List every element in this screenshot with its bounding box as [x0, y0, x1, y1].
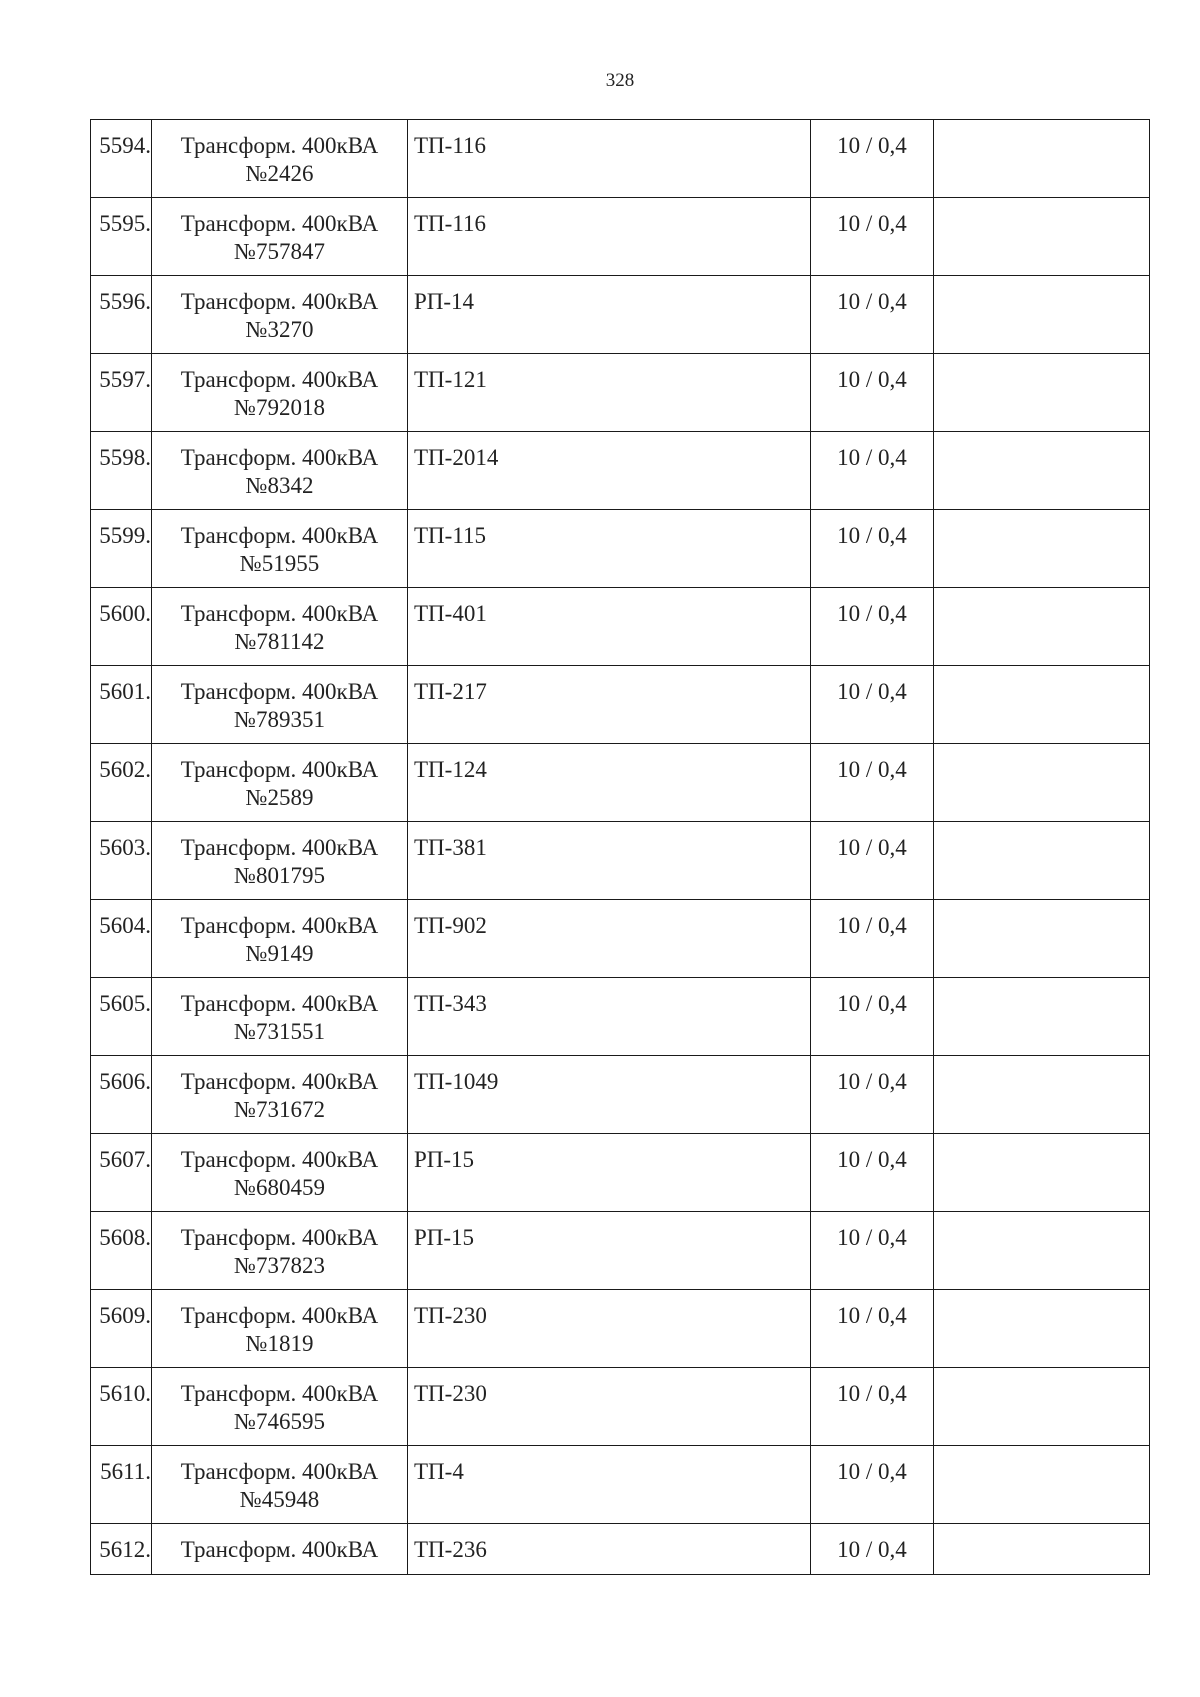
empty-cell	[934, 276, 1150, 354]
empty-cell	[934, 1212, 1150, 1290]
voltage-cell: 10 / 0,4	[811, 900, 934, 978]
table-row	[91, 666, 1150, 744]
row-number-cell: 5608.	[91, 1212, 152, 1290]
table-row	[91, 1290, 1150, 1368]
voltage-cell: 10 / 0,4	[811, 588, 934, 666]
equipment-name-cell	[152, 120, 408, 198]
empty-cell	[934, 1524, 1150, 1575]
equipment-name: Трансформ. 400кВА	[180, 1147, 379, 1172]
voltage-cell: 10 / 0,4	[811, 510, 934, 588]
table-row	[91, 510, 1150, 588]
row-number-cell: 5607.	[91, 1134, 152, 1212]
row-number-cell: 5597.	[91, 354, 152, 432]
equipment-serial: №8342	[245, 473, 314, 498]
table-row	[91, 1056, 1150, 1134]
empty-cell	[934, 978, 1150, 1056]
equipment-name: Трансформ. 400кВА	[180, 523, 379, 548]
voltage-cell: 10 / 0,4	[811, 1290, 934, 1368]
voltage-cell: 10 / 0,4	[811, 276, 934, 354]
substation-cell: РП-14	[408, 276, 811, 354]
equipment-name-cell	[152, 354, 408, 432]
table-body	[91, 120, 1150, 1575]
equipment-name: Трансформ. 400кВА	[180, 757, 379, 782]
substation-cell: ТП-217	[408, 666, 811, 744]
row-number-cell: 5609.	[91, 1290, 152, 1368]
equipment-name-cell	[152, 822, 408, 900]
equipment-name: Трансформ. 400кВА	[180, 601, 379, 626]
row-number-cell: 5606.	[91, 1056, 152, 1134]
empty-cell	[934, 900, 1150, 978]
voltage-cell: 10 / 0,4	[811, 198, 934, 276]
row-number-cell: 5598.	[91, 432, 152, 510]
table-row	[91, 276, 1150, 354]
substation-cell: ТП-124	[408, 744, 811, 822]
row-number-cell: 5596.	[91, 276, 152, 354]
equipment-name-cell	[152, 900, 408, 978]
substation-cell: ТП-381	[408, 822, 811, 900]
equipment-serial: №45948	[239, 1487, 320, 1512]
table-row	[91, 1524, 1150, 1575]
voltage-cell: 10 / 0,4	[811, 1446, 934, 1524]
table-row	[91, 1212, 1150, 1290]
row-number-cell: 5602.	[91, 744, 152, 822]
substation-cell: ТП-1049	[408, 1056, 811, 1134]
equipment-name-cell	[152, 1446, 408, 1524]
row-number-cell: 5604.	[91, 900, 152, 978]
voltage-cell: 10 / 0,4	[811, 1212, 934, 1290]
row-number-cell: 5611.	[91, 1446, 152, 1524]
equipment-serial: №680459	[234, 1175, 325, 1200]
substation-cell: ТП-343	[408, 978, 811, 1056]
equipment-name-cell	[152, 1056, 408, 1134]
equipment-name: Трансформ. 400кВА	[180, 679, 379, 704]
equipment-serial: №731551	[234, 1019, 325, 1044]
equipment-name: Трансформ. 400кВА	[180, 1303, 379, 1328]
equipment-serial: №746595	[234, 1409, 325, 1434]
equipment-name-cell	[152, 276, 408, 354]
equipment-serial: №781142	[234, 629, 325, 654]
empty-cell	[934, 822, 1150, 900]
page-number: 328	[605, 70, 635, 91]
equipment-serial: №792018	[234, 395, 325, 420]
equipment-name: Трансформ. 400кВА	[180, 1381, 379, 1406]
table-row	[91, 822, 1150, 900]
equipment-serial: №2426	[245, 161, 314, 186]
row-number-cell: 5595.	[91, 198, 152, 276]
equipment-name: Трансформ. 400кВА	[180, 835, 379, 860]
empty-cell	[934, 744, 1150, 822]
equipment-name-cell	[152, 1368, 408, 1446]
voltage-cell: 10 / 0,4	[811, 1524, 934, 1575]
empty-cell	[934, 120, 1150, 198]
equipment-name: Трансформ. 400кВА	[180, 1537, 379, 1562]
voltage-cell: 10 / 0,4	[811, 822, 934, 900]
empty-cell	[934, 510, 1150, 588]
equipment-name: Трансформ. 400кВА	[180, 211, 379, 236]
equipment-name-cell	[152, 1134, 408, 1212]
equipment-serial: №801795	[234, 863, 325, 888]
equipment-name-cell	[152, 198, 408, 276]
equipment-serial: №9149	[245, 941, 314, 966]
row-number-cell: 5601.	[91, 666, 152, 744]
equipment-name: Трансформ. 400кВА	[180, 1459, 379, 1484]
equipment-serial: №731672	[234, 1097, 325, 1122]
equipment-serial: №737823	[234, 1253, 325, 1278]
voltage-cell: 10 / 0,4	[811, 666, 934, 744]
equipment-name-cell	[152, 744, 408, 822]
voltage-cell: 10 / 0,4	[811, 120, 934, 198]
equipment-serial: №757847	[234, 239, 325, 264]
equipment-serial: №1819	[245, 1331, 314, 1356]
equipment-name: Трансформ. 400кВА	[180, 289, 379, 314]
substation-cell: ТП-2014	[408, 432, 811, 510]
voltage-cell: 10 / 0,4	[811, 1056, 934, 1134]
equipment-name: Трансформ. 400кВА	[180, 1069, 379, 1094]
equipment-name: Трансформ. 400кВА	[180, 445, 379, 470]
empty-cell	[934, 1368, 1150, 1446]
row-number-cell: 5599.	[91, 510, 152, 588]
substation-cell: ТП-4	[408, 1446, 811, 1524]
voltage-cell: 10 / 0,4	[811, 354, 934, 432]
row-number-cell: 5605.	[91, 978, 152, 1056]
substation-cell: ТП-230	[408, 1368, 811, 1446]
empty-cell	[934, 588, 1150, 666]
row-number-cell: 5603.	[91, 822, 152, 900]
table-row	[91, 354, 1150, 432]
empty-cell	[934, 198, 1150, 276]
equipment-name: Трансформ. 400кВА	[180, 367, 379, 392]
substation-cell: ТП-121	[408, 354, 811, 432]
equipment-serial: №51955	[239, 551, 320, 576]
table-row	[91, 1368, 1150, 1446]
substation-cell: ТП-902	[408, 900, 811, 978]
empty-cell	[934, 1134, 1150, 1212]
equipment-name-cell	[152, 1212, 408, 1290]
voltage-cell: 10 / 0,4	[811, 1368, 934, 1446]
empty-cell	[934, 1056, 1150, 1134]
equipment-name: Трансформ. 400кВА	[180, 133, 379, 158]
substation-cell: ТП-236	[408, 1524, 811, 1575]
voltage-cell: 10 / 0,4	[811, 432, 934, 510]
equipment-name-cell	[152, 588, 408, 666]
table-row	[91, 1446, 1150, 1524]
equipment-name: Трансформ. 400кВА	[180, 1225, 379, 1250]
empty-cell	[934, 432, 1150, 510]
equipment-table	[90, 119, 1150, 1575]
empty-cell	[934, 1446, 1150, 1524]
substation-cell: ТП-116	[408, 198, 811, 276]
substation-cell: ТП-230	[408, 1290, 811, 1368]
table-row	[91, 1134, 1150, 1212]
equipment-name-cell	[152, 666, 408, 744]
equipment-name-cell	[152, 1524, 408, 1575]
substation-cell: ТП-401	[408, 588, 811, 666]
table-row	[91, 588, 1150, 666]
substation-cell: ТП-115	[408, 510, 811, 588]
table-row	[91, 432, 1150, 510]
voltage-cell: 10 / 0,4	[811, 1134, 934, 1212]
table-row	[91, 978, 1150, 1056]
substation-cell: РП-15	[408, 1134, 811, 1212]
equipment-name: Трансформ. 400кВА	[180, 991, 379, 1016]
equipment-name-cell	[152, 978, 408, 1056]
row-number-cell: 5594.	[91, 120, 152, 198]
voltage-cell: 10 / 0,4	[811, 978, 934, 1056]
voltage-cell: 10 / 0,4	[811, 744, 934, 822]
equipment-name-cell	[152, 510, 408, 588]
equipment-name: Трансформ. 400кВА	[180, 913, 379, 938]
substation-cell: ТП-116	[408, 120, 811, 198]
empty-cell	[934, 354, 1150, 432]
equipment-serial: №3270	[245, 317, 314, 342]
table-row	[91, 120, 1150, 198]
table-row	[91, 198, 1150, 276]
table-row	[91, 900, 1150, 978]
equipment-serial: №789351	[234, 707, 325, 732]
row-number-cell: 5612.	[91, 1524, 152, 1575]
substation-cell: РП-15	[408, 1212, 811, 1290]
empty-cell	[934, 666, 1150, 744]
table-row	[91, 744, 1150, 822]
row-number-cell: 5610.	[91, 1368, 152, 1446]
equipment-serial: №2589	[245, 785, 314, 810]
equipment-name-cell	[152, 1290, 408, 1368]
equipment-name-cell	[152, 432, 408, 510]
row-number-cell: 5600.	[91, 588, 152, 666]
empty-cell	[934, 1290, 1150, 1368]
